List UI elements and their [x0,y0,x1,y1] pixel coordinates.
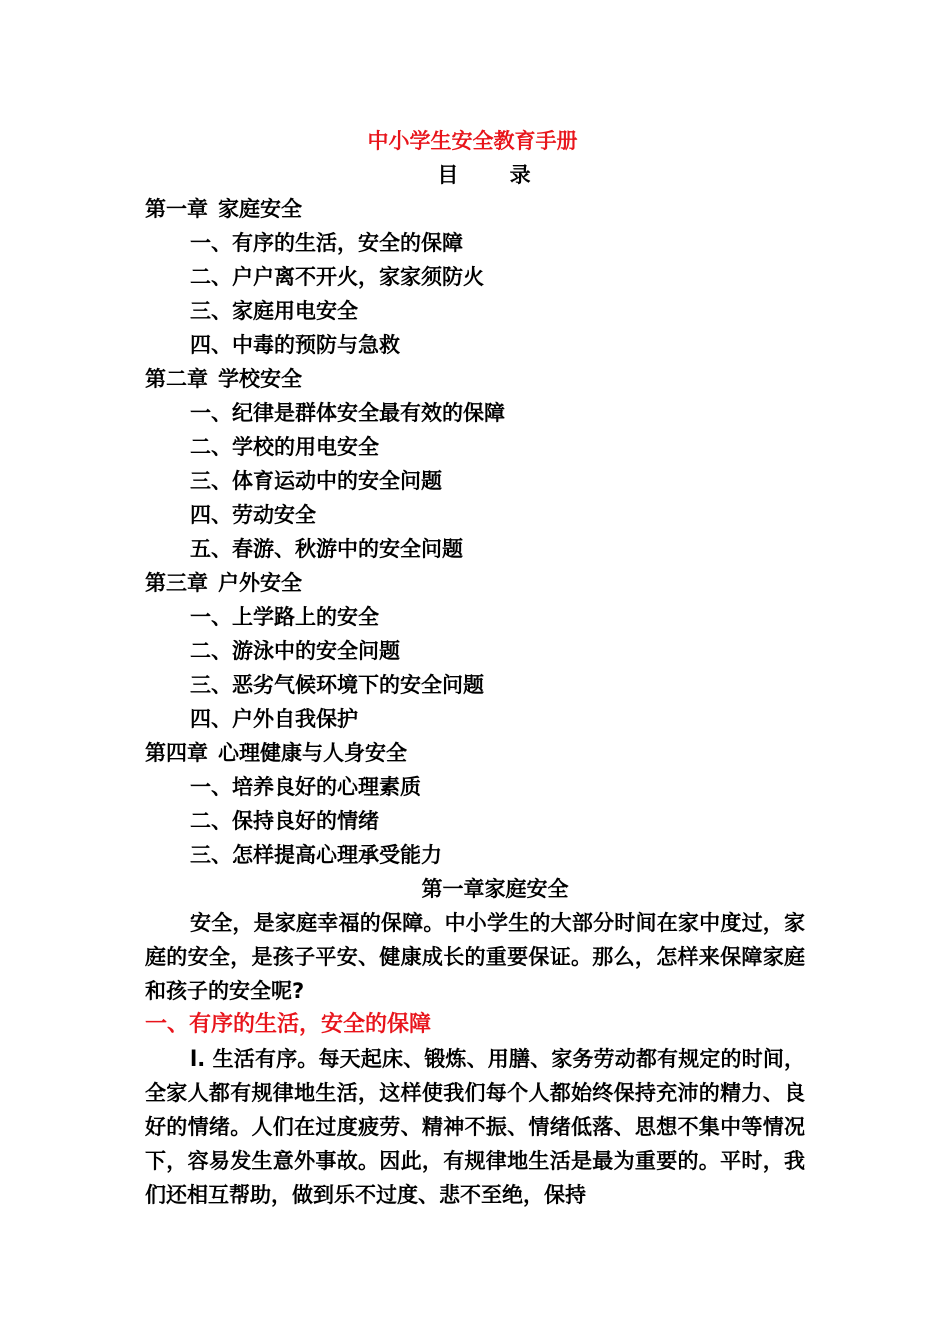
toc-chapter-title: 学校安全 [218,367,302,391]
toc-item: 一、有序的生活，安全的保障 [190,231,463,255]
toc-chapter-2 [145,362,805,396]
document-content [145,124,805,1212]
toc-chapter-number: 第二章 [145,367,208,391]
intro-paragraph: 安全，是家庭幸福的保障。中小学生的大部分时间在家中度过，家庭的安全，是孩子平安、健康成长的重要保证。那么，怎样来保障家庭和孩子的安全呢? [145,911,805,1003]
toc-chapter-4 [145,736,805,770]
toc-item: 三、怎样提高心理承受能力 [190,843,442,867]
toc-item: 二、学校的用电安全 [190,435,379,459]
toc-title: 目 录 [437,163,553,187]
toc-chapter-number: 第一章 [145,197,208,221]
toc-chapter-number: 第三章 [145,571,208,595]
toc-item: 四、劳动安全 [190,503,316,527]
toc-item: 二、保持良好的情绪 [190,809,379,833]
toc-chapter-title: 户外安全 [218,571,302,595]
toc-item: 三、体育运动中的安全问题 [190,469,442,493]
toc-item: 四、户外自我保护 [190,707,358,731]
chapter-1-heading: 第一章家庭安全 [421,877,569,901]
toc-item: 二、户户离不开火，家家须防火 [190,265,484,289]
section-1-heading: 一、有序的生活，安全的保障 [145,1012,432,1037]
toc-item: 三、恶劣气候环境下的安全问题 [190,673,484,697]
toc-item: 一、上学路上的安全 [190,605,379,629]
toc-item: 四、中毒的预防与急救 [190,333,400,357]
toc-chapter-number: 第四章 [145,741,208,765]
toc-item: 五、春游、秋游中的安全问题 [190,537,463,561]
toc-item: 一、纪律是群体安全最有效的保障 [190,401,505,425]
toc-chapter-3 [145,566,805,600]
toc-item: 二、游泳中的安全问题 [190,639,400,663]
toc-chapter-title: 心理健康与人身安全 [218,741,407,765]
document-title: 中小学生安全教育手册 [367,129,578,153]
toc-chapter-title: 家庭安全 [218,197,302,221]
toc-item: 一、培养良好的心理素质 [190,775,421,799]
section-1-paragraph: l. 生活有序。每天起床、锻炼、用膳、家务劳动都有规定的时间，全家人都有规律地生活，这样使我们每个人都始终保持充沛的精力、良好的情绪。人们在过度疲劳、精神不振、情绪低落、思想不集中等情况下，容易发生意外事故。因此，有规律地生活是最为重要的。平时，我们还相互帮助，做到乐不过度、悲不至绝，保持 [145,1047,805,1207]
toc-item: 三、家庭用电安全 [190,299,358,323]
toc-chapter-1 [145,192,805,226]
